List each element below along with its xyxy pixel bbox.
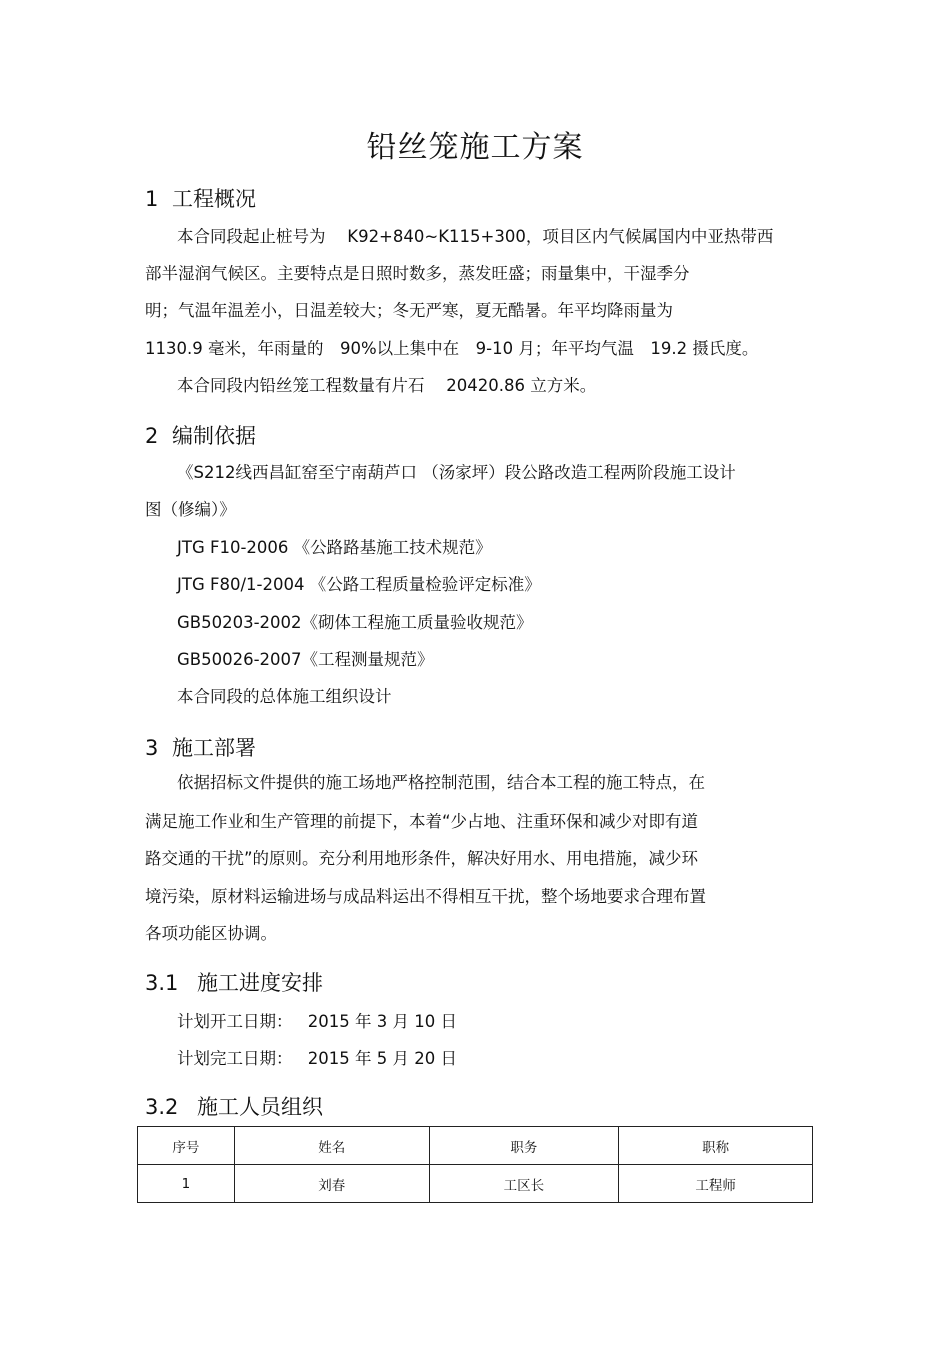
section-3-2-heading: [145, 1091, 323, 1121]
table-header-row: [138, 1127, 813, 1165]
paragraph-line: 1130.9 毫米，年雨量的 90%以上集中在 9-10 月；年平均气温 19.2 摄氏度。: [145, 339, 759, 358]
cell-name: 刘春: [234, 1165, 429, 1203]
paragraph-line: 依据招标文件提供的施工场地严格控制范围，结合本工程的施工特点，在: [177, 773, 705, 792]
reference-line: JTG F80/1-2004 《公路工程质量检验评定标准》: [177, 575, 541, 594]
header-name: 姓名: [234, 1127, 429, 1165]
reference-line: 《S212线西昌缸窑至宁南葫芦口 （汤家坪）段公路改造工程两阶段施工设计: [177, 463, 736, 482]
section-1-heading: [145, 183, 256, 213]
section-title: 工程概况: [172, 187, 256, 211]
paragraph-line: 明；气温年温差小，日温差较大；冬无严寒，夏无酷暑。年平均降雨量为: [145, 301, 673, 320]
header-index: 序号: [138, 1127, 235, 1165]
start-date-value: 2015 年 3 月 10 日: [307, 1012, 457, 1031]
start-date-label: 计划开工日期：: [177, 1012, 293, 1031]
paragraph-line: 部半湿润气候区。主要特点是日照时数多，蒸发旺盛；雨量集中，干湿季分: [145, 264, 690, 283]
section-2-heading: [145, 420, 256, 450]
paragraph-line: 各项功能区协调。: [145, 924, 277, 943]
section-title: 编制依据: [172, 424, 256, 448]
section-title: 施工进度安排: [197, 971, 323, 995]
cell-position: 工区长: [429, 1165, 619, 1203]
cell-index: 1: [138, 1165, 235, 1203]
section-number: 2: [145, 424, 159, 448]
staff-table: [137, 1126, 813, 1203]
paragraph-line: 满足施工作业和生产管理的前提下，本着“少占地、注重环保和减少对即有道: [145, 812, 699, 831]
section-title: 施工人员组织: [197, 1095, 323, 1119]
end-date-value: 2015 年 5 月 20 日: [307, 1049, 457, 1068]
section-number: 3.1: [145, 971, 179, 995]
section-3-1-heading: [145, 967, 323, 997]
table-row: [138, 1165, 813, 1203]
header-title: 职称: [619, 1127, 813, 1165]
paragraph-line: 本合同段内铅丝笼工程数量有片石 20420.86 立方米。: [177, 376, 597, 395]
section-3-heading: [145, 732, 256, 762]
reference-line: GB50203-2002《砌体工程施工质量验收规范》: [177, 613, 533, 632]
section-number: 1: [145, 187, 159, 211]
paragraph-line: 境污染，原材料运输进场与成品料运出不得相互干扰，整个场地要求合理布置: [145, 887, 706, 906]
end-date-line: [177, 1048, 457, 1070]
paragraph-line: 本合同段起止桩号为 K92+840~K115+300，项目区内气候属国内中亚热带西: [177, 227, 774, 246]
section-title: 施工部署: [172, 736, 256, 760]
start-date-line: [177, 1011, 457, 1033]
reference-line: 图（修编）》: [145, 500, 236, 519]
reference-line: GB50026-2007《工程测量规范》: [177, 650, 434, 669]
end-date-label: 计划完工日期：: [177, 1049, 293, 1068]
reference-line: 本合同段的总体施工组织设计: [177, 687, 392, 706]
header-position: 职务: [429, 1127, 619, 1165]
section-number: 3: [145, 736, 159, 760]
section-number: 3.2: [145, 1095, 179, 1119]
paragraph-line: 路交通的干扰”的原则。充分利用地形条件，解决好用水、用电措施，减少环: [145, 849, 699, 868]
reference-line: JTG F10-2006 《公路路基施工技术规范》: [177, 538, 492, 557]
cell-title: 工程师: [619, 1165, 813, 1203]
document-title: 铅丝笼施工方案: [366, 130, 584, 165]
